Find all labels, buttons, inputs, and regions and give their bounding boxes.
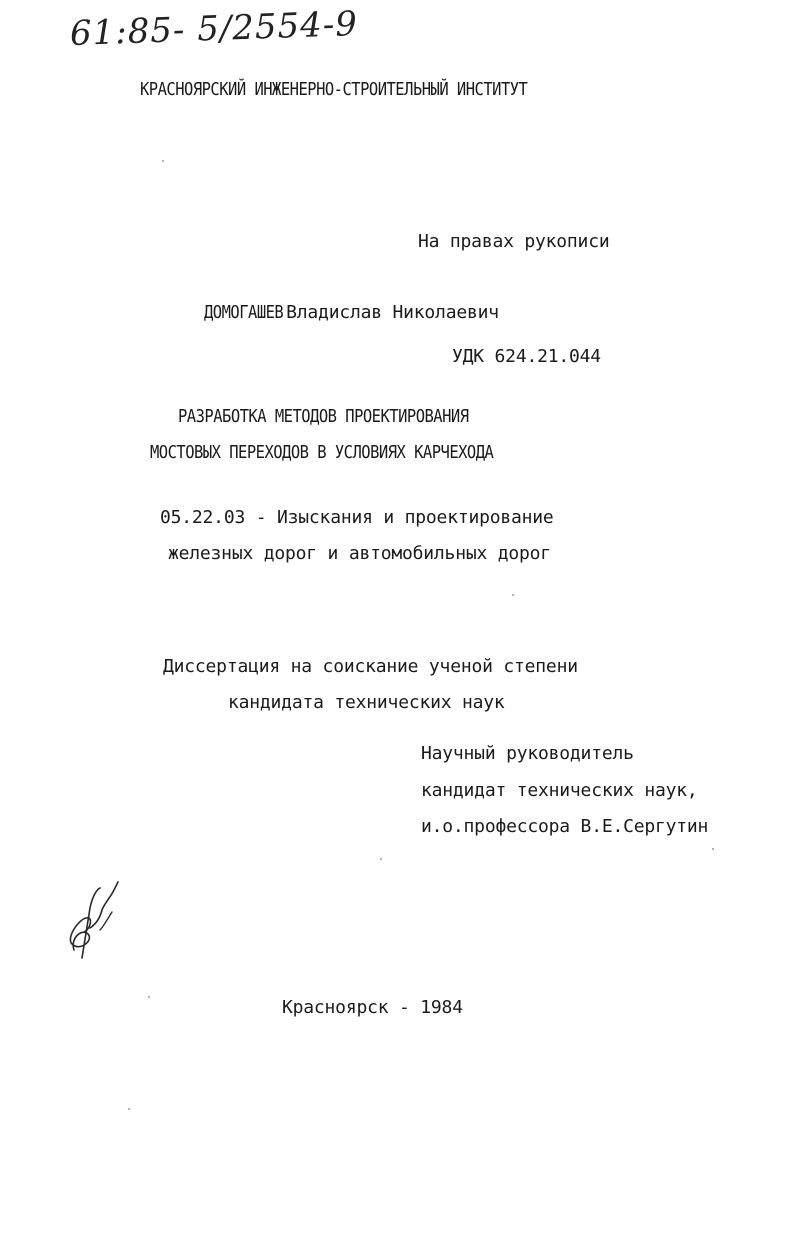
city-year: Красноярск - 1984 bbox=[282, 997, 463, 1018]
scan-speck bbox=[512, 594, 514, 596]
scan-speck bbox=[128, 1108, 130, 1110]
author-surname: ДОМОГАШЕВ bbox=[204, 302, 284, 323]
scan-speck bbox=[712, 848, 714, 850]
scan-speck bbox=[380, 858, 382, 860]
title-line-1: РАЗРАБОТКА МЕТОДОВ ПРОЕКТИРОВАНИЯ bbox=[178, 406, 469, 427]
manuscript-rights-note: На правах рукописи bbox=[418, 231, 610, 252]
scan-speck bbox=[148, 996, 150, 998]
author-given-names: Владислав Николаевич bbox=[286, 302, 499, 323]
specialty-line-2: железных дорог и автомобильных дорог bbox=[168, 543, 551, 564]
degree-line-1: Диссертация на соискание ученой степени bbox=[163, 656, 578, 677]
handwritten-signature bbox=[60, 868, 130, 968]
archive-code-handwritten: 61:85- 5/2554-9 bbox=[69, 3, 359, 54]
scan-speck bbox=[162, 160, 164, 162]
author-name bbox=[204, 302, 499, 324]
supervisor-name: и.о.профессора В.Е.Сергутин bbox=[421, 816, 709, 837]
institute-name: КРАСНОЯРСКИЙ ИНЖЕНЕРНО-СТРОИТЕЛЬНЫЙ ИНСТИТУТ bbox=[140, 79, 528, 100]
supervisor-degree: кандидат технических наук, bbox=[421, 780, 698, 801]
title-line-2: МОСТОВЫХ ПЕРЕХОДОВ В УСЛОВИЯХ КАРЧЕХОДА bbox=[150, 442, 494, 463]
specialty-line-1: 05.22.03 - Изыскания и проектирование bbox=[160, 507, 554, 528]
supervisor-role: Научный руководитель bbox=[421, 743, 634, 764]
degree-line-2: кандидата технических наук bbox=[228, 692, 505, 713]
udk-code: УДК 624.21.044 bbox=[452, 346, 601, 367]
